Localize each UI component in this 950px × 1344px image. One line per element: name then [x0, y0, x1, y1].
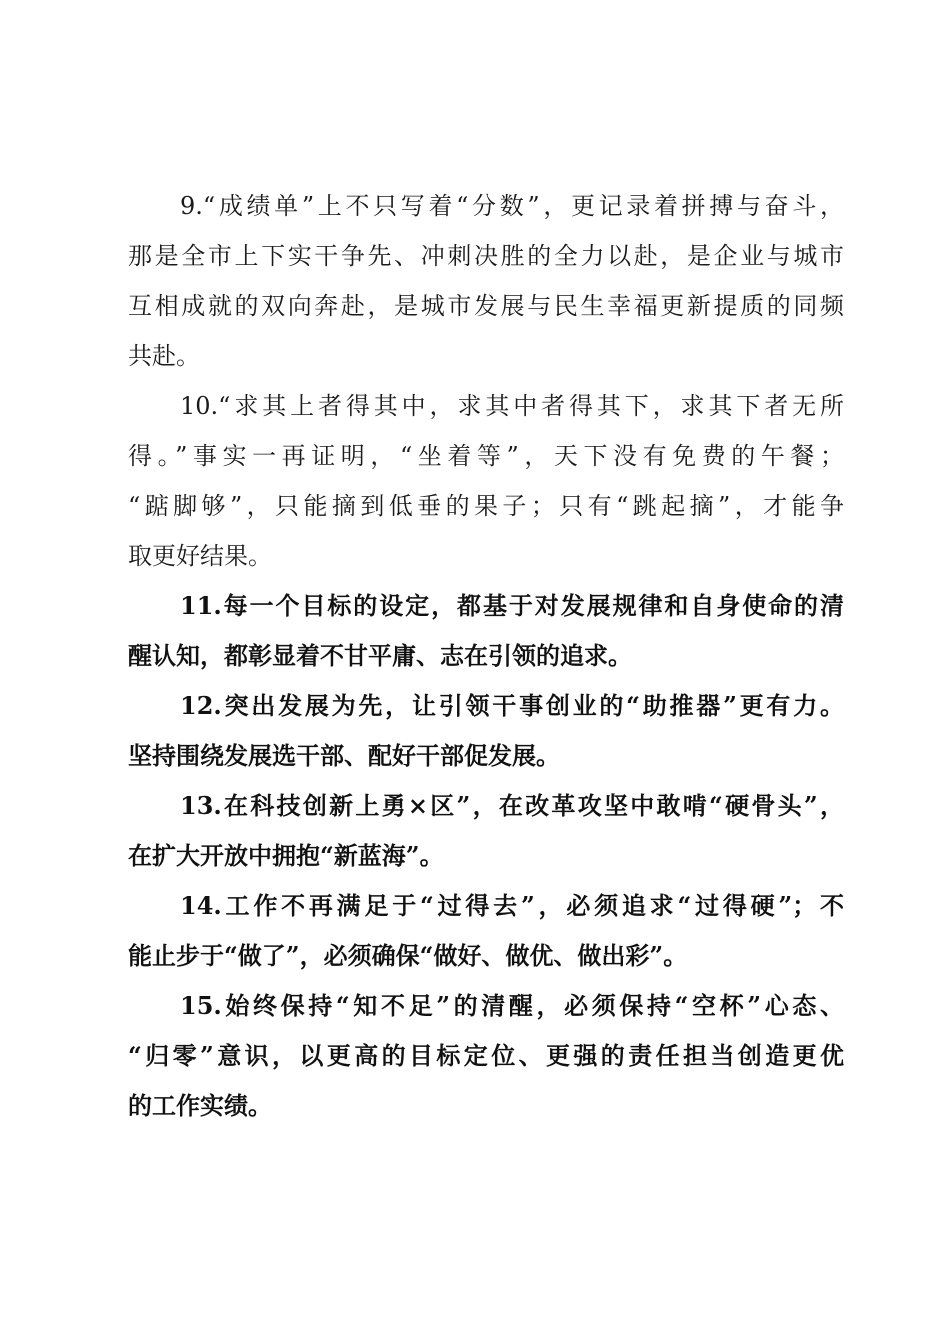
- paragraph-line: 12.突出发展为先，让引领干事创业的“助推器”更有力。: [180, 691, 844, 720]
- paragraph-line: 9.“成绩单”上不只写着“分数”，更记录着拼搏与奋斗，: [180, 192, 844, 220]
- paragraph-line: 14.工作不再满足于“过得去”，必须追求“过得硬”；不: [180, 891, 844, 920]
- paragraph-line: 能止步于“做了”，必须确保“做好、做优、做出彩”。: [128, 941, 688, 970]
- paragraph-13: [128, 781, 844, 881]
- paragraph-line: 坚持围绕发展选干部、配好干部促发展。: [128, 741, 560, 770]
- paragraph-line: “踮脚够”，只能摘到低垂的果子；只有“跳起摘”，才能争: [128, 492, 844, 520]
- paragraph-11: [128, 581, 844, 681]
- paragraph-line: 11.每一个目标的设定，都基于对发展规律和自身使命的清: [180, 591, 844, 620]
- paragraph-line: 那是全市上下实干争先、冲刺决胜的全力以赴，是企业与城市: [128, 242, 844, 270]
- paragraph-line: 得。”事实一再证明，“坐着等”，天下没有免费的午餐；: [128, 442, 844, 470]
- paragraph-line: 共赴。: [128, 342, 200, 370]
- paragraph-line: 的工作实绩。: [128, 1091, 272, 1120]
- paragraph-14: [128, 881, 844, 981]
- paragraph-line: 醒认知，都彰显着不甘平庸、志在引领的追求。: [128, 641, 632, 670]
- paragraph-line: 15.始终保持“知不足”的清醒，必须保持“空杯”心态、: [180, 991, 844, 1020]
- paragraph-line: “归零”意识，以更高的目标定位、更强的责任担当创造更优: [128, 1041, 844, 1070]
- paragraph-15: [128, 981, 844, 1131]
- paragraph-line: 互相成就的双向奔赴，是城市发展与民生幸福更新提质的同频: [128, 292, 844, 320]
- paragraph-10: [128, 381, 844, 581]
- paragraph-line: 取更好结果。: [128, 542, 272, 570]
- paragraph-line: 10.“求其上者得其中，求其中者得其下，求其下者无所: [180, 392, 844, 420]
- paragraph-line: 在扩大开放中拥抱“新蓝海”。: [128, 841, 444, 870]
- paragraph-12: [128, 681, 844, 781]
- paragraph-9: [128, 181, 844, 381]
- paragraph-line: 13.在科技创新上勇×区”，在改革攻坚中敢啃“硬骨头”，: [180, 791, 844, 820]
